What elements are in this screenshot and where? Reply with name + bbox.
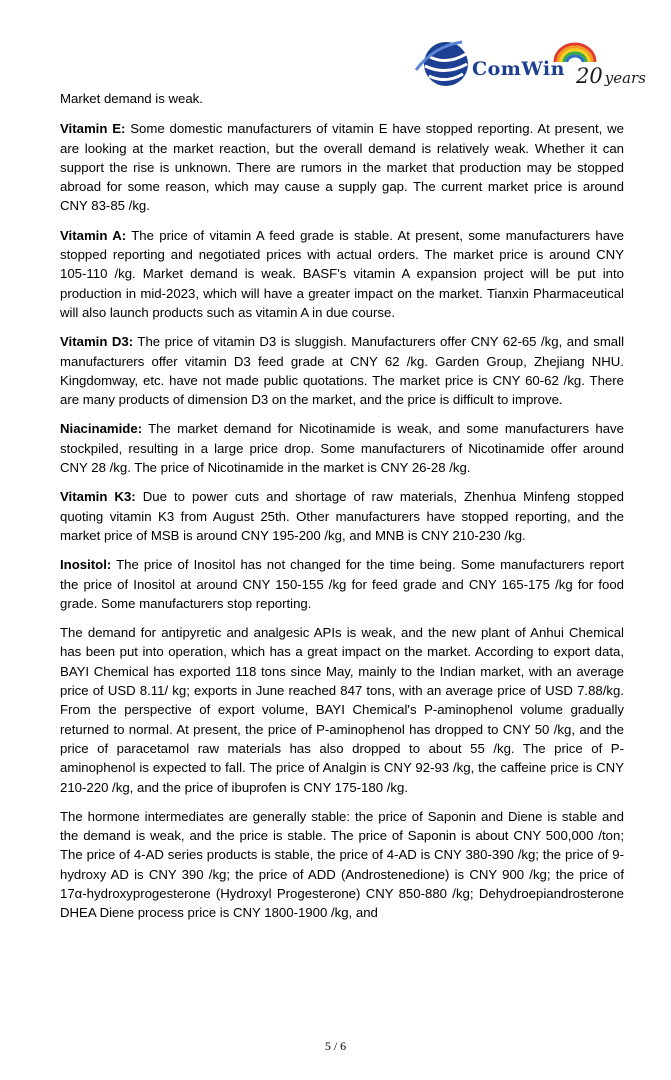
paragraph-label: Vitamin A:: [60, 227, 127, 243]
logo-anniversary: [576, 64, 646, 88]
paragraph-market-demand: [60, 89, 624, 108]
paragraph-label: Inositol:: [60, 557, 112, 573]
paragraph-text: The price of Inositol has not changed for the time being. Some manufacturers report the price of Inositol at around CNY 150-155 /kg for feed grade and CNY 165-175 /kg for food grade. Some manufacturers stop reporting.: [60, 557, 624, 611]
paragraph-label: Vitamin K3:: [60, 489, 136, 505]
logo-wordmark: ComWin: [472, 58, 565, 80]
document-body: [60, 89, 624, 933]
paragraph-label: Niacinamide:: [60, 421, 143, 437]
paragraph-vitamin-k3: [60, 487, 624, 545]
paragraph-niacinamide: [60, 419, 624, 477]
paragraph-vitamin-d3: [60, 332, 624, 409]
paragraph-text: The hormone intermediates are generally stable: the price of Saponin and Diene is stable and the demand is weak, and the price is stable. The price of Saponin is about CNY 500,000 /ton; The price of 4-AD series products is stable, the price of 4-AD is CNY 380-390 /kg; the price of 9-hydroxy AD is CNY 390 /kg; the price of ADD (Androstenedione) is CNY 900 /kg; the price of 17α-hydroxyprogesterone (Hydroxyl Progesterone) CNY 850-880 /kg; Dehydroepiandrosterone DHEA Diene process price is CNY 1800-1900 /kg, and: [60, 808, 624, 921]
paragraph-antipyretic-apis: [60, 623, 624, 797]
paragraph-inositol: [60, 555, 624, 613]
paragraph-label: Vitamin D3:: [60, 334, 134, 350]
paragraph-text: The demand for antipyretic and analgesic APIs is weak, and the new plant of Anhui Chemical has been put into operation, which has a great impact on the market. According to export data, BAYI Chemical has exported 118 tons since May, mainly to the Indian market, with an average price of USD 8.11/ kg; exports in June reached 847 tons, with an average price of USD 7.88/kg. From the perspective of export volume, BAYI Chemical's P-aminophenol volume gradually returned to normal. At present, the price of P-aminophenol has dropped to CNY 50 /kg, and the price of paracetamol raw materials has also dropped to about 55 /kg. The price of P-aminophenol is expected to fall. The price of Analgin is CNY 92-93 /kg, the caffeine price is CNY 210-220 /kg, and the price of ibuprofen is CNY 175-180 /kg.: [60, 625, 624, 795]
page-number: 5 / 6: [324, 1039, 347, 1053]
paragraph-vitamin-a: [60, 226, 624, 322]
logo-years-number: 20: [576, 64, 603, 88]
comwin-logo: [414, 36, 644, 96]
paragraph-text: The price of vitamin D3 is sluggish. Manufacturers offer CNY 62-65 /kg, and small manufacturers offer vitamin D3 feed grade at CNY 62 /kg. Garden Group, Zhejiang NHU. Kingdomway, etc. have not made public quotations. The market price is CNY 60-62 /kg. There are many products of dimension D3 on the market, and the price is difficult to improve.: [60, 334, 624, 408]
paragraph-label: Vitamin E:: [60, 121, 126, 137]
paragraph-text: Some domestic manufacturers of vitamin E have stopped reporting. At present, we are looking at the market reaction, but the overall demand is relatively weak. Whether it can support the rise is unknown. There are rumors in the market that production may be stopped abroad for some reason, which may cause a supply gap. The current market price is around CNY 83-85 /kg.: [60, 121, 624, 214]
paragraph-text: The price of vitamin A feed grade is stable. At present, some manufacturers have stopped reporting and negotiated prices with actual orders. The market price is around CNY 105-110 /kg. Market demand is weak. BASF's vitamin A expansion project will be put into production in mid-2023, which will have a greater impact on the market. Tianxin Pharmaceutical will also launch products such as vitamin A in due course.: [60, 227, 625, 320]
logo-years-word: years: [604, 69, 646, 87]
paragraph-hormone-intermediates: [60, 807, 624, 923]
paragraph-text: Market demand is weak.: [60, 91, 203, 106]
paragraph-text: Due to power cuts and shortage of raw materials, Zhenhua Minfeng stopped quoting vitamin K3 from August 25th. Other manufacturers have stopped reporting, and the market price of MSB is around CNY 195-200 /kg, and MNB is CNY 210-230 /kg.: [60, 489, 624, 543]
paragraph-vitamin-e: [60, 119, 624, 215]
paragraph-text: The market demand for Nicotinamide is weak, and some manufacturers have stockpiled, resulting in a large price drop. Some manufacturers of Nicotinamide offer around CNY 28 /kg. The price of Nicotinamide in the market is CNY 26-28 /kg.: [60, 421, 624, 476]
